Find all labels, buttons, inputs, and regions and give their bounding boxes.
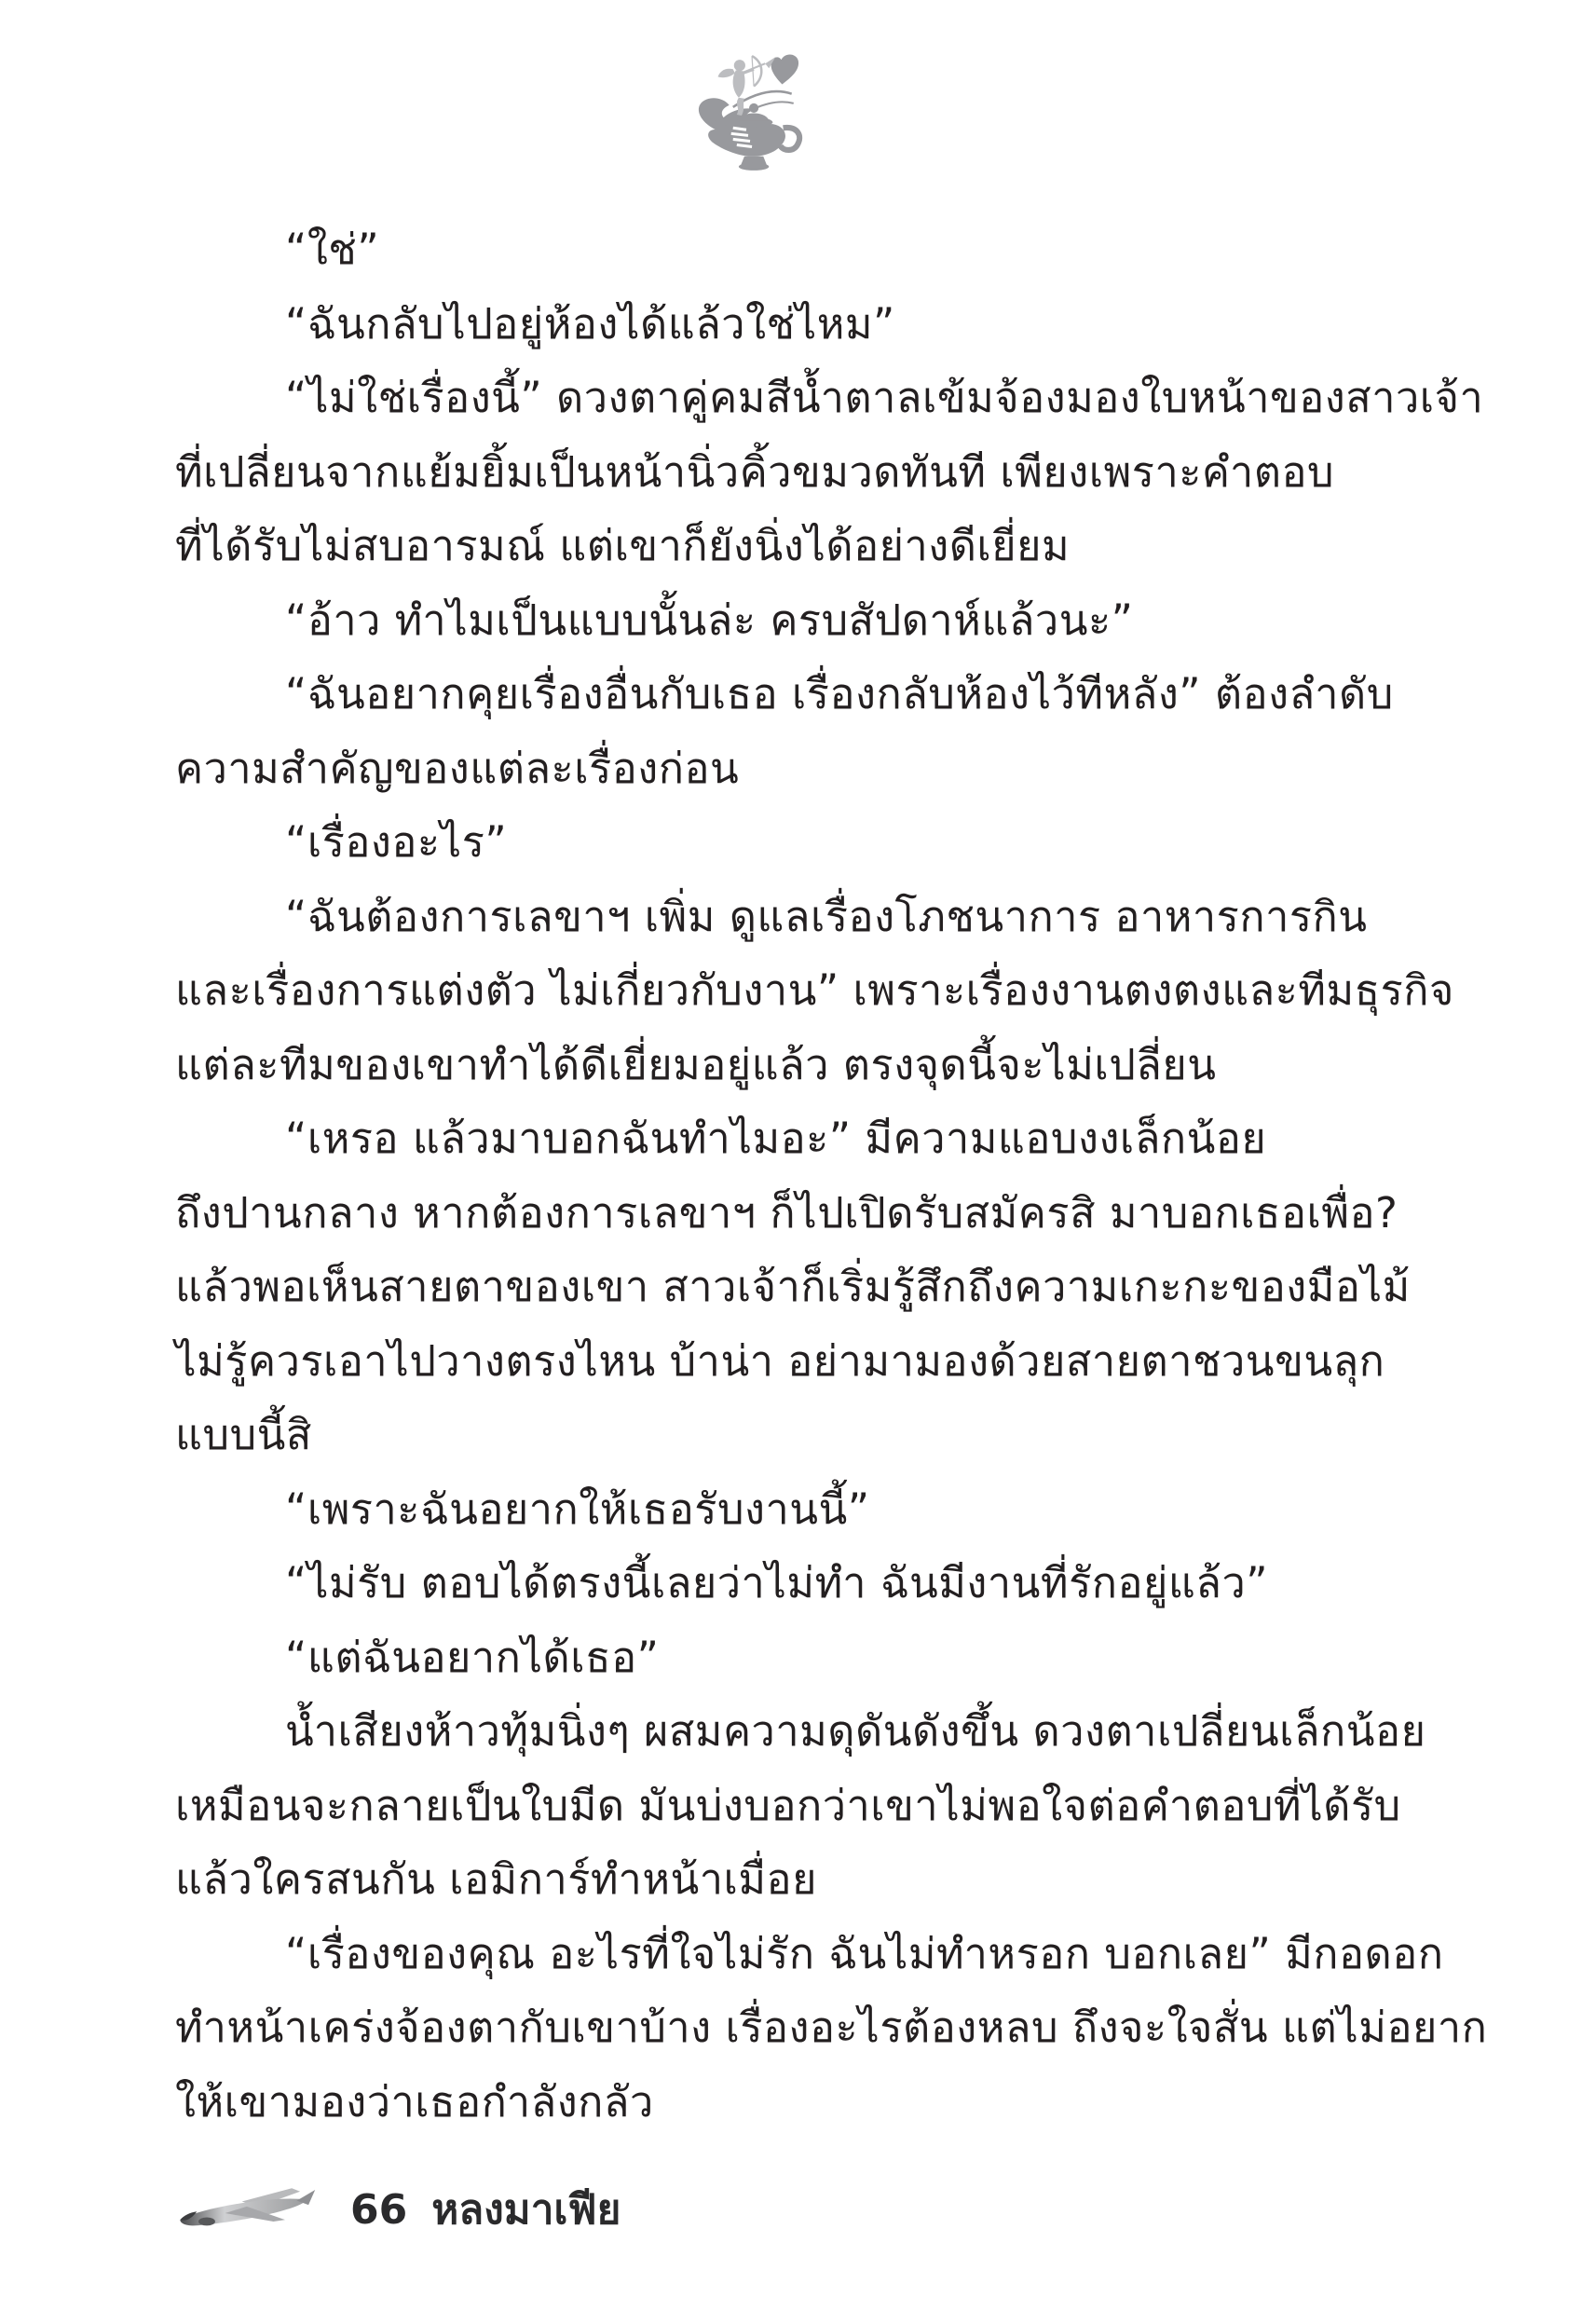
text-line: “ฉันอยากคุยเรื่องอื่นกับเธอ เรื่องกลับห้องไว้ทีหลัง” ต้องลำดับ bbox=[285, 669, 1394, 718]
body-text bbox=[175, 212, 1488, 2139]
text-line: ถึงปานกลาง หากต้องการเลขาฯ ก็ไปเปิดรับสมัครสิ มาบอกเธอเพื่อ? bbox=[175, 1187, 1398, 1238]
text-line: “ฉันกลับไปอยู่ห้องได้แล้วใช่ไหม” bbox=[285, 298, 895, 349]
text-line: และเรื่องการแต่งตัว ไม่เกี่ยวกับงาน” เพราะเรื่องงานตงตงและทีมธุรกิจ bbox=[175, 965, 1454, 1015]
text-line: “ใช่” bbox=[285, 225, 380, 274]
text-line: เหมือนจะกลายเป็นใบมีด มันบ่งบอกว่าเขาไม่พอใจต่อคำตอบที่ได้รับ bbox=[175, 1780, 1401, 1830]
text-line: ที่ได้รับไม่สบอารมณ์ แต่เขาก็ยังนิ่งได้อย่างดีเยี่ยม bbox=[175, 521, 1071, 570]
text-line: “ไม่ใช่เรื่องนี้” ดวงตาคู่คมสีน้ำตาลเข้มจ้องมองใบหน้าของสาวเจ้า bbox=[285, 373, 1484, 422]
text-line: “เรื่องของคุณ อะไรที่ใจไม่รัก ฉันไม่ทำหรอก บอกเลย” มีกอดอก bbox=[285, 1928, 1444, 1978]
text-line: “อ้าว ทำไมเป็นแบบนั้นล่ะ ครบสัปดาห์แล้วนะ” bbox=[285, 595, 1134, 645]
text-line: แล้วพอเห็นสายตาของเขา สาวเจ้าก็เริ่มรู้สึกถึงความเกะกะของมือไม้ bbox=[175, 1262, 1411, 1311]
page-number: 66 bbox=[350, 2185, 408, 2234]
text-line: “ไม่รับ ตอบได้ตรงนี้เลยว่าไม่ทำ ฉันมีงานที่รักอยู่แล้ว” bbox=[285, 1558, 1269, 1607]
text-line: แล้วใครสนกัน เอมิการ์ทำหน้าเมื่อย bbox=[175, 1854, 817, 1904]
text-line: แต่ละทีมของเขาทำได้ดีเยี่ยมอยู่แล้ว ตรงจุดนี้จะไม่เปลี่ยน bbox=[175, 1039, 1217, 1089]
text-line: “เหรอ แล้วมาบอกฉันทำไมอะ” มีความแอบงงเล็กน้อย bbox=[285, 1114, 1267, 1163]
book-title: หลงมาเฟีย bbox=[431, 2186, 621, 2234]
text-line: ความสำคัญของแต่ละเรื่องก่อน bbox=[175, 743, 740, 793]
airplane-icon bbox=[175, 2177, 317, 2242]
text-line: “เรื่องอะไร” bbox=[285, 817, 508, 867]
text-line: ที่เปลี่ยนจากแย้มยิ้มเป็นหน้านิ่วคิ้วขมวดทันที เพียงเพราะคำตอบ bbox=[175, 446, 1335, 497]
text-line: “ฉันต้องการเลขาฯ เพิ่ม ดูแลเรื่องโภชนาการ อาหารการกิน bbox=[285, 891, 1368, 941]
text-line: “เพราะฉันอยากให้เธอรับงานนี้” bbox=[285, 1484, 870, 1534]
text-line: แบบนี้สิ bbox=[175, 1410, 312, 1459]
genie-lamp-cupid-heart-icon bbox=[691, 50, 805, 175]
text-line: ไม่รู้ควรเอาไปวางตรงไหน บ้าน่า อย่ามามองด้วยสายตาชวนขนลุก bbox=[175, 1335, 1385, 1386]
page-footer bbox=[175, 2177, 621, 2242]
text-line: ให้เขามองว่าเธอกำลังกลัว bbox=[175, 2076, 654, 2126]
text-line: น้ำเสียงห้าวทุ้มนิ่งๆ ผสมความดุดันดังขึ้น ดวงตาเปลี่ยนเล็กน้อย bbox=[285, 1706, 1426, 1756]
text-line: “แต่ฉันอยากได้เธอ” bbox=[285, 1632, 660, 1682]
text-line: ทำหน้าเคร่งจ้องตากับเขาบ้าง เรื่องอะไรต้องหลบ ถึงจะใจสั่น แต่ไม่อยาก bbox=[175, 2003, 1488, 2052]
